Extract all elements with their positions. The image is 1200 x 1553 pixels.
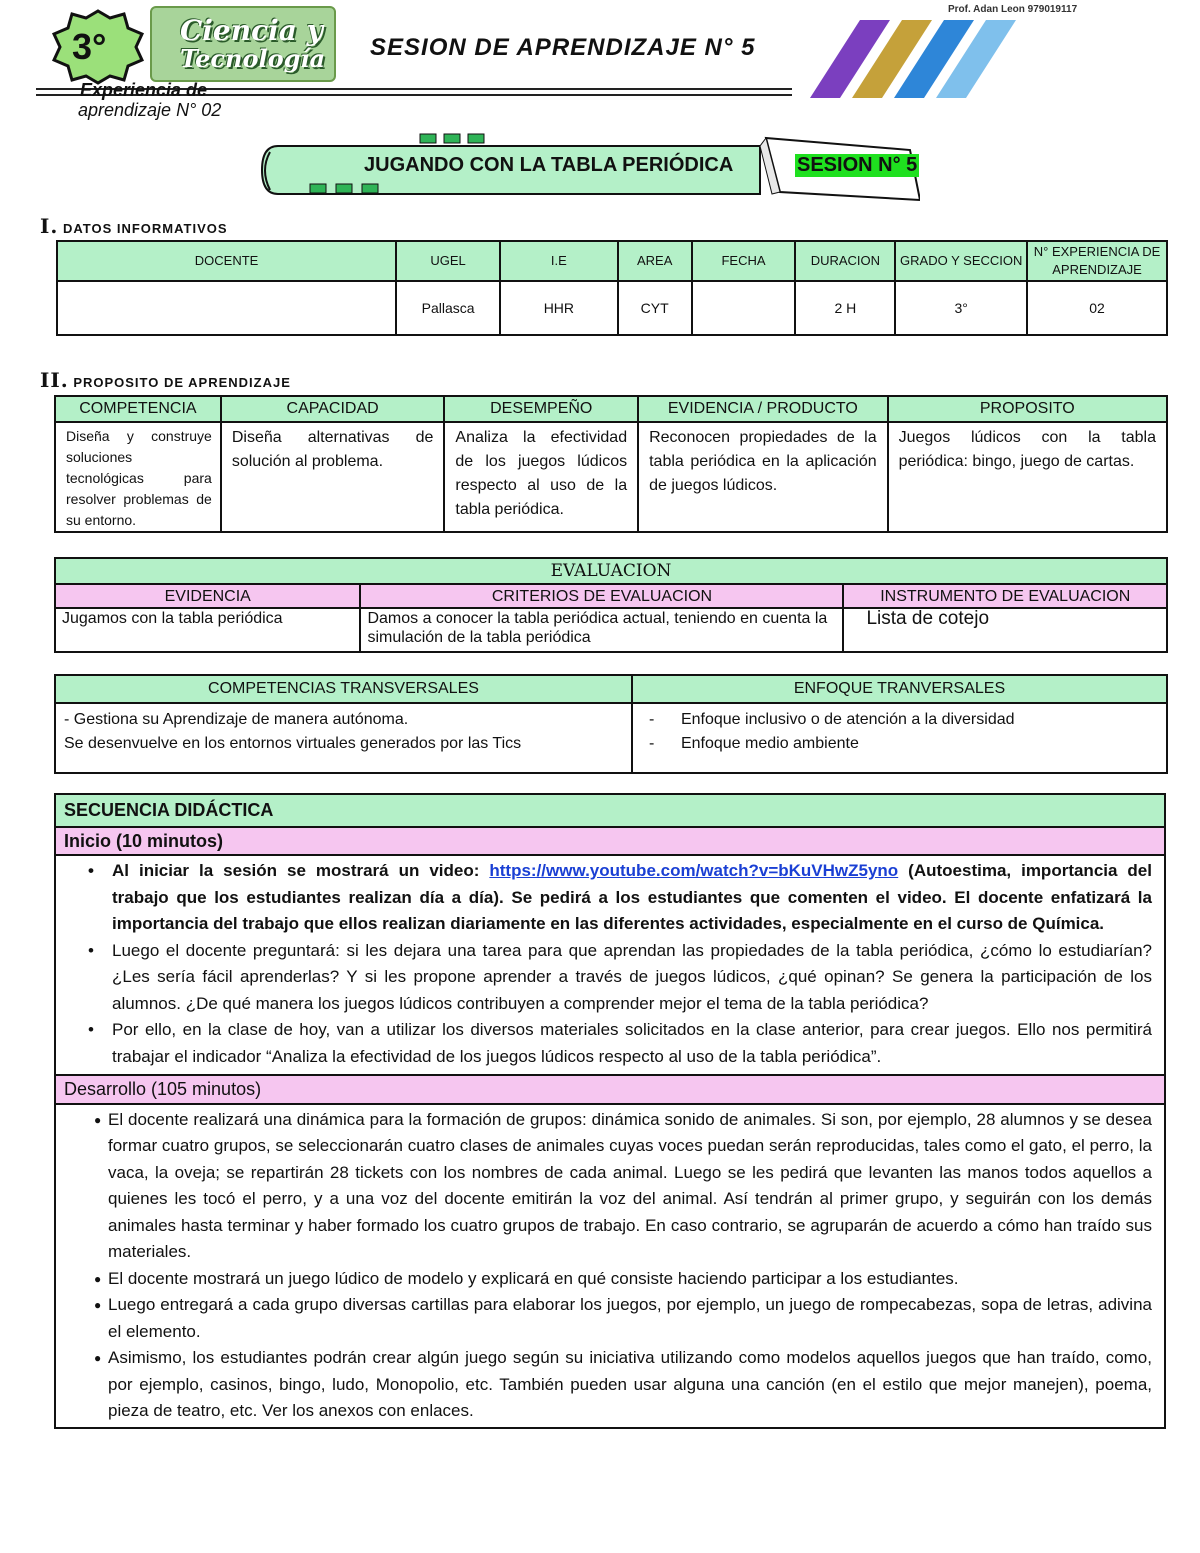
session-topic: JUGANDO CON LA TABLA PERIÓDICA — [364, 154, 734, 176]
header-enfoque-transversales: ENFOQUE TRANVERSALES — [632, 675, 1167, 703]
logo-text-line2: Tecnología — [180, 44, 326, 73]
header-criterios: CRITERIOS DE EVALUACION — [360, 584, 843, 608]
cell-area: CYT — [618, 281, 692, 335]
desarrollo-item-3: ● Luego entregará a cada grupo diversas cartillas para elaborar los juegos, por ejemplo, un juego de rompecabezas, sopa de letras, adivina el elemento. — [64, 1292, 1152, 1345]
video-link[interactable]: https://www.youtube.com/watch?v=bKuVHwZ5yno — [489, 861, 899, 880]
cell-instrumento: Lista de cotejo — [843, 608, 1167, 652]
enfoque-item-2: - Enfoque medio ambiente — [641, 732, 1158, 756]
cell-enfoques — [632, 703, 1167, 773]
datos-table — [56, 240, 1168, 336]
header-proposito: PROPOSITO — [888, 396, 1167, 422]
cell-competencias-transversales — [55, 703, 632, 773]
desarrollo-item-2: ● El docente mostrará un juego lúdico de modelo y explicará en qué consiste haciendo participar a los estudiantes. — [64, 1266, 1152, 1293]
header-area: AREA — [618, 241, 692, 281]
header-instrumento: INSTRUMENTO DE EVALUACION — [843, 584, 1167, 608]
author-credit: Prof. Adan Leon 979019117 — [948, 4, 1078, 15]
header-competencia: COMPETENCIA — [55, 396, 221, 422]
cell-ie: HHR — [500, 281, 618, 335]
desarrollo-content — [55, 1104, 1165, 1428]
cell-evidencia: Reconocen propiedades de la tabla periódica en la aplicación de juegos lúdicos. — [638, 422, 888, 532]
secuencia-title: SECUENCIA DIDÁCTICA — [55, 794, 1165, 827]
header-capacidad: CAPACIDAD — [221, 396, 445, 422]
bullet-icon: ● — [94, 1298, 102, 1312]
desarrollo-item-4: ● Asimismo, los estudiantes podrán crear algún juego según su iniciativa utilizando como modelos aquellos juegos que han traído, como, por ejemplo, casinos, bingo, ludo, Monopolio, etc. También pueden usar alguna una canción (en el estilo que mejor manejen), poema, pieza de teatro, etc. Ver los anexos con enlaces. — [64, 1345, 1152, 1425]
evaluacion-title: EVALUACION — [55, 558, 1167, 584]
inicio-label: Inicio (10 minutos) — [55, 827, 1165, 856]
cell-evidencia: Jugamos con la tabla periódica — [55, 608, 360, 652]
header-evidencia: EVIDENCIA / PRODUCTO — [638, 396, 888, 422]
logo-text-line1: Ciencia y — [180, 14, 323, 47]
header-experiencia: N° EXPERIENCIA DE APRENDIZAJE — [1027, 241, 1167, 281]
header-evidencia: EVIDENCIA — [55, 584, 360, 608]
cell-proposito: Juegos lúdicos con la tabla periódica: bingo, juego de cartas. — [888, 422, 1167, 532]
cell-docente — [57, 281, 396, 335]
bullet-icon: ● — [94, 1271, 102, 1286]
bullet-icon: • — [88, 1020, 94, 1039]
header-duracion: DURACION — [795, 241, 895, 281]
bullet-icon: ● — [94, 1112, 102, 1127]
section-title: PROPOSITO DE APRENDIZAJE — [73, 375, 291, 390]
cell-desempeno: Analiza la efectividad de los juegos lúdicos respecto al uso de la tabla periódica. — [444, 422, 638, 532]
desarrollo-item-1: ● El docente realizará una dinámica para la formación de grupos: dinámica sonido de animales. Si son, por ejemplo, 28 alumnos y se desea formar cuatro grupos, se seleccionarán cuatro clases de animales cuyas voces puedan serán reproducidas, tales como el gato, el perro, la vaca, la oveja; se repartirán 28 tickets con los nombres de cada animal. Luego se les pedirá que levanten las manos todos aquellos a quienes les tocó el perro, y a una voz del docente emitirán la voz del animal. Así tendrán al primer grupo, y seguirán con los demás animales hasta terminar y haber formado los cuatro grupos de trabajo. En caso contrario, se agruparán de acuerdo a cómo han traído sus materiales. — [64, 1107, 1152, 1266]
inicio-content — [55, 855, 1165, 1075]
cell-duracion: 2 H — [795, 281, 895, 335]
secuencia-table — [54, 793, 1166, 1429]
competencia-item-1: - Gestiona su Aprendizaje de manera autónoma. — [64, 711, 409, 728]
header-ie: I.E — [500, 241, 618, 281]
header-desempeno: DESEMPEÑO — [444, 396, 638, 422]
bullet-icon: • — [88, 861, 94, 880]
decorative-stripes — [790, 12, 1100, 98]
experience-label-line1: Experiencia de — [80, 80, 208, 100]
competencia-item-2: Se desenvuelve en los entornos virtuales generados por las Tics — [64, 735, 522, 752]
grade-label: 3° — [72, 26, 107, 67]
inicio-item-1: • Al iniciar la sesión se mostrará un video: https://www.youtube.com/watch?v=bKuVHwZ5yno (Autoestima, importancia del trabajo que los estudiantes realizan día a día). Se pedirá a los estudiantes que comenten el video. El docente enfatizará la importancia del trabajo que ellos realizan diariamente en las diferentes actividades, especialmente en el curso de Química. — [64, 858, 1152, 938]
cell-experiencia: 02 — [1027, 281, 1167, 335]
cell-capacidad: Diseña alternativas de solución al problema. — [221, 422, 445, 532]
cell-criterios: Damos a conocer la tabla periódica actual, teniendo en cuenta la simulación de la tabla periódica — [360, 608, 843, 652]
enfoque-item-1: - Enfoque inclusivo o de atención a la diversidad — [641, 708, 1158, 732]
page-title: SESION DE APRENDIZAJE N° 5 — [370, 34, 756, 61]
inicio-item-3: • Por ello, en la clase de hoy, van a utilizar los diversos materiales solicitados en la clase anterior, para crear juegos. Ello nos permitirá trabajar el indicador “Analiza la efectividad de los juegos lúdicos respecto al uso de la tabla periódica”. — [64, 1017, 1152, 1070]
experience-label-line2: aprendizaje N° 02 — [78, 100, 222, 120]
bullet-icon: • — [88, 940, 94, 960]
header-fecha: FECHA — [692, 241, 796, 281]
cell-competencia: Diseña y construye soluciones tecnológicas para resolver problemas de su entorno. — [55, 422, 221, 532]
roman-numeral: I. — [40, 214, 59, 238]
desarrollo-label: Desarrollo (105 minutos) — [55, 1075, 1165, 1104]
header-ugel: UGEL — [396, 241, 500, 281]
evaluacion-table — [54, 557, 1168, 653]
header-docente: DOCENTE — [57, 241, 396, 281]
section-heading-proposito — [40, 368, 291, 392]
cell-ugel: Pallasca — [396, 281, 500, 335]
section-title: DATOS INFORMATIVOS — [62, 221, 228, 236]
bullet-icon: ● — [94, 1351, 102, 1365]
session-number: SESION N° 5 — [797, 154, 918, 176]
proposito-table — [54, 395, 1168, 533]
header-grado: GRADO Y SECCION — [895, 241, 1027, 281]
transversales-table — [54, 674, 1168, 774]
inicio-item-2: • Luego el docente preguntará: si les dejara una tarea para que aprendan las propiedades de la tabla periódica, ¿cómo lo estudiarían? ¿Les sería fácil aprenderlas? Y si les propone aprender a través de juegos lúdicos, ¿qué opinan? Se genera la participación de los alumnos. ¿De qué manera los juegos lúdicos contribuyen a comprender mejor el tema de la tabla periódica? — [64, 938, 1152, 1018]
roman-numeral: II. — [40, 368, 69, 392]
cell-fecha — [692, 281, 796, 335]
section-heading-datos — [40, 214, 228, 238]
header-competencias-transversales: COMPETENCIAS TRANSVERSALES — [55, 675, 632, 703]
cell-grado: 3° — [895, 281, 1027, 335]
